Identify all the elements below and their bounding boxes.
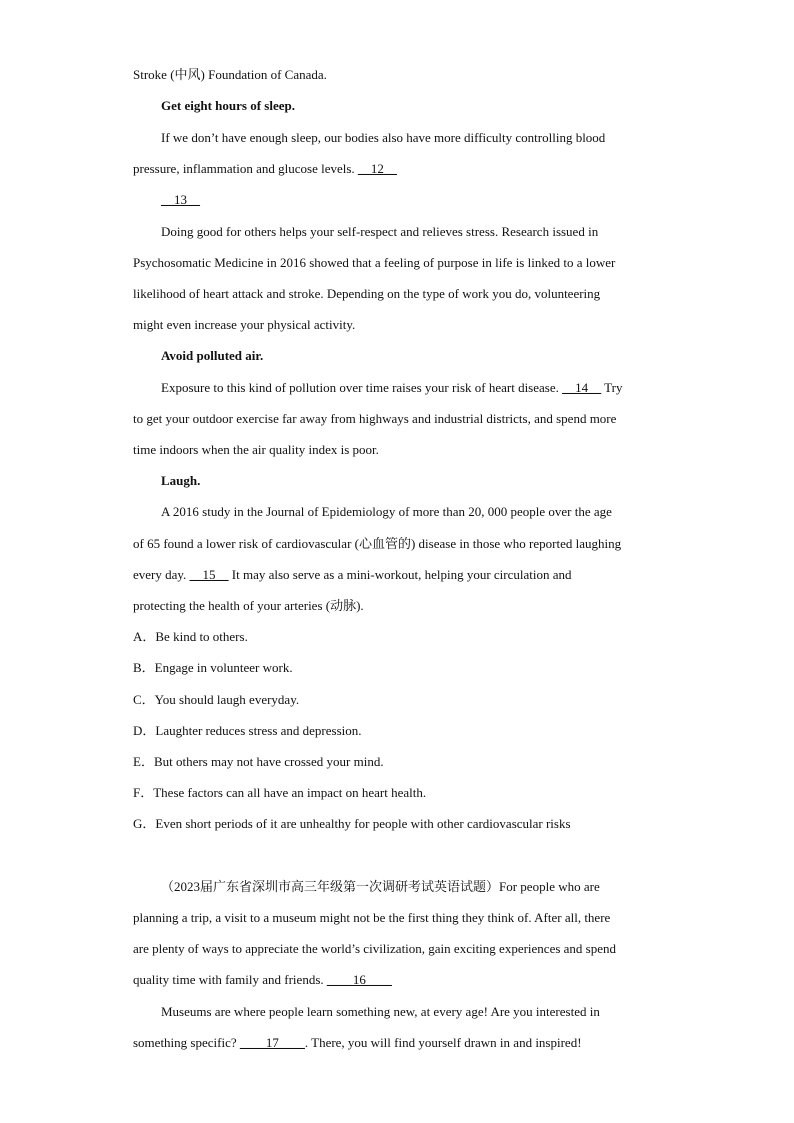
section-heading xyxy=(161,98,295,114)
blank-16: ____16____ xyxy=(326,972,392,987)
text: are plenty of ways to appreciate the world’s civilization, gain exciting experiences and spend xyxy=(133,941,616,956)
text-line xyxy=(161,224,598,240)
heading-text: Avoid polluted air. xyxy=(161,348,264,363)
text-line xyxy=(133,910,610,926)
text: It may also serve as a mini-workout, helping your circulation and xyxy=(231,567,572,582)
text-line xyxy=(161,504,612,520)
text: Doing good for others helps your self-respect and relieves stress. Research issued in xyxy=(161,224,599,239)
text: Exposure to this kind of pollution over time raises your risk of heart disease. xyxy=(161,380,559,395)
text: something specific? xyxy=(133,1035,237,1050)
text: Psychosomatic Medicine in 2016 showed that a feeling of purpose in life is linked to a lower xyxy=(133,255,616,270)
section-heading xyxy=(161,473,200,489)
blank-15: __15__ xyxy=(189,567,229,582)
text-line xyxy=(133,317,355,333)
text: If we don’t have enough sleep, our bodies also have more difficulty controlling blood xyxy=(161,130,606,145)
text-line xyxy=(133,536,621,552)
option-text: B．Engage in volunteer work. xyxy=(133,660,293,675)
section-heading xyxy=(161,348,263,364)
text: to get your outdoor exercise far away from highways and industrial districts, and spend more xyxy=(133,411,617,426)
option-a xyxy=(133,629,248,645)
text-line xyxy=(133,598,364,614)
heading-text: Laugh. xyxy=(161,473,201,488)
text-line xyxy=(161,380,622,396)
text-line xyxy=(133,411,616,427)
option-text: A．Be kind to others. xyxy=(133,629,248,644)
text-line xyxy=(161,1004,600,1020)
text-line xyxy=(133,1035,582,1051)
text-line xyxy=(133,941,616,957)
option-e xyxy=(133,754,384,770)
heading-text: Get eight hours of sleep. xyxy=(161,98,295,113)
text-line xyxy=(133,567,572,583)
option-b xyxy=(133,660,293,676)
text: time indoors when the air quality index is poor. xyxy=(133,442,379,457)
text-line xyxy=(133,161,397,177)
blank-13: __13__ xyxy=(161,192,200,207)
text: Museums are where people learn something new, at every age! Are you interested in xyxy=(161,1004,600,1019)
text-line xyxy=(133,442,379,458)
option-text: F．These factors can all have an impact on heart health. xyxy=(133,785,427,800)
text: Stroke (中风) Foundation of Canada. xyxy=(133,67,327,82)
text-line xyxy=(161,130,605,146)
text-line xyxy=(133,255,615,271)
text-line xyxy=(161,879,600,895)
text-line xyxy=(133,67,327,83)
option-c xyxy=(133,692,299,708)
text: pressure, inflammation and glucose levels. xyxy=(133,161,355,176)
option-text: G．Even short periods of it are unhealthy for people with other cardiovascular risks xyxy=(133,816,571,831)
text: . There, you will find yourself drawn in and inspired! xyxy=(304,1035,582,1050)
text: protecting the health of your arteries (动脉). xyxy=(133,598,364,613)
blank-17: ____17____ xyxy=(239,1035,305,1050)
blank-12: __12__ xyxy=(357,161,397,176)
option-text: E．But others may not have crossed your mind. xyxy=(133,754,384,769)
option-f xyxy=(133,785,426,801)
text: of 65 found a lower risk of cardiovascular (心血管的) disease in those who reported laughing xyxy=(133,536,622,551)
text: quality time with family and friends. xyxy=(133,972,324,987)
text: A 2016 study in the Journal of Epidemiology of more than 20, 000 people over the age xyxy=(161,504,612,519)
option-g xyxy=(133,816,571,832)
text-line xyxy=(133,286,600,302)
text: （2023届广东省深圳市高三年级第一次调研考试英语试题）For people who are xyxy=(161,879,600,894)
text-line xyxy=(133,972,392,988)
text: likelihood of heart attack and stroke. Depending on the type of work you do, volunteering xyxy=(133,286,601,301)
option-text: C．You should laugh everyday. xyxy=(133,692,300,707)
text: every day. xyxy=(133,567,187,582)
text: planning a trip, a visit to a museum might not be the first thing they think of. After all, there xyxy=(133,910,611,925)
option-d xyxy=(133,723,362,739)
text: Try xyxy=(604,380,623,395)
blank-14: __14__ xyxy=(562,380,602,395)
text: might even increase your physical activity. xyxy=(133,317,356,332)
text-line xyxy=(161,192,200,208)
option-text: D．Laughter reduces stress and depression. xyxy=(133,723,362,738)
